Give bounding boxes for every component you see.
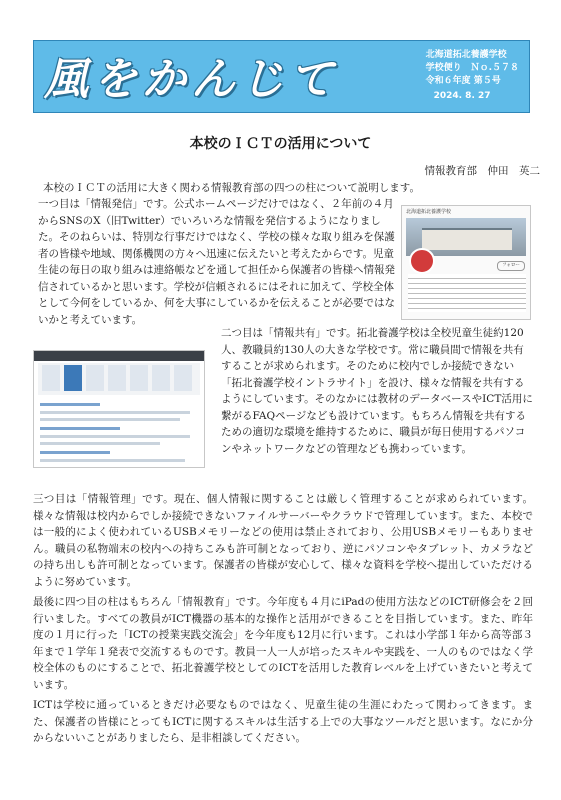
article-title: 本校のＩＣＴの活用について: [189, 136, 372, 152]
intranet-line: [40, 459, 185, 462]
masthead-banner: [33, 40, 530, 113]
masthead-title: 風をかんじて: [44, 54, 338, 105]
school-logo-icon: [409, 248, 435, 274]
menu-tile: [130, 365, 148, 391]
pillar2-paragraph: 二つ目は「情報共有」です。拓北養護学校は全校児童生徒約120人、教職員約130人の大きな学校です。常に職員間で情報を共有することが求められます。そのために校内でしか接続できない「拓北養護学校イントラサイト」を設け、様々な情報を共有するようにしています。そのなかには教材のデータベースやICT活用に繋がるFAQページなども設けています。もちろん情報を共有するための適切な環境を維持するために、職員が毎日使用するパソコンやネットワークなどの管理なども携わっています。: [221, 327, 533, 455]
intranet-line: [40, 442, 160, 445]
menu-tile: [152, 365, 170, 391]
sns-screenshot: [401, 205, 531, 320]
article-author: 情報教育部 仲田 英二: [424, 165, 540, 177]
menu-tile: [174, 365, 192, 391]
intranet-topbar: [34, 351, 204, 361]
intranet-line: [40, 418, 180, 421]
follow-button: フォロー: [497, 261, 525, 271]
building-shape: [422, 228, 512, 250]
menu-tile: [108, 365, 126, 391]
intro-paragraph: [33, 180, 533, 197]
sns-header: 北海道拓北養護学校: [406, 209, 452, 215]
school-name: 北海道拓北養護学校: [425, 50, 507, 60]
intranet-link: [40, 427, 120, 430]
intranet-link: [40, 403, 100, 406]
newsletter-number: 学校便り Ｎｏ.５７８: [425, 63, 519, 73]
menu-tile-active: [64, 365, 82, 391]
issue-info: [426, 49, 519, 103]
intranet-screenshot: [33, 350, 205, 468]
issue-number: 令和６年度 第５号: [425, 76, 501, 86]
pillar1-paragraph: 一つ目は「情報発信」です。公式ホームページだけではなく、２年前の４月からSNSのX（旧Twitter）でいろいろな情報を発信するようになりました。そのねらいは、特別な行事だけではなく、学校の様々な取り組みを保護者の皆様や地域、関係機関の方々へ迅速に伝えたいと考えたからです。児童生徒の毎日の取り組みは連絡帳などを通して担任から保護者の皆様へ情報発信されているかと思います。学校が信頼されるにはそれに加えて、学校全体として今何をしているか、何を大事にしているかを伝えることが必要ではないかと考えています。: [38, 198, 395, 326]
menu-tile: [86, 365, 104, 391]
intranet-link: [40, 451, 110, 454]
intranet-line: [40, 435, 190, 438]
issue-date: 2024. 8. 27: [433, 91, 491, 101]
pillar4-paragraph: 最後に四つ目の柱はもちろん「情報教育」です。今年度も４月にiPadの使用方法などのICT研修会を２回行いました。すべての教員がICT機器の基本的な操作と活用ができることを目指しています。また、昨年度の１月に行った「ICTの授業実践交流会」を今年度も12月に行います。これは小学部１年から高等部３年まで１学年１発表で交流するものです。教員一人一人が培ったスキルや実践を、一人のものではなく学校全体のものにすることで、拓北養護学校としてのICTを活用した教育レベルを上げていきたいと考えています。: [33, 596, 533, 691]
closing-paragraph: ICTは学校に通っているときだけ必要なものではなく、児童生徒の生涯にわたって関わってきます。また、保護者の皆様にとってもICTに関するスキルは生活する上での大事なツールだと思います。なにか分からないいことがありましたら、是非相談してください。: [33, 699, 533, 744]
pillar3-paragraph: 三つ目は「情報管理」です。現在、個人情報に関することは厳しく管理することが求められています。様々な情報は校内からでしか接続できないファイルサーバーやクラウドで管理しています。また、本校では一般的によく使われているUSBメモリーなどの使用は禁止されており、公用USBメモリーもありません。職員の私物端末の校内への持ちこみも許可制となっており、逆にパソコンやタブレット、カメラなどの持ち出しも許可制となっています。保護者の皆様が安心して、様々な資料を学校へ提出していただけるように努めています。: [33, 493, 533, 588]
intranet-line: [40, 411, 190, 414]
intro-text: 本校のＩＣＴの活用に大きく関わる情報教育部の四つの柱について説明します。: [43, 182, 420, 194]
sns-profile-text: [408, 274, 526, 312]
menu-tile: [42, 365, 60, 391]
